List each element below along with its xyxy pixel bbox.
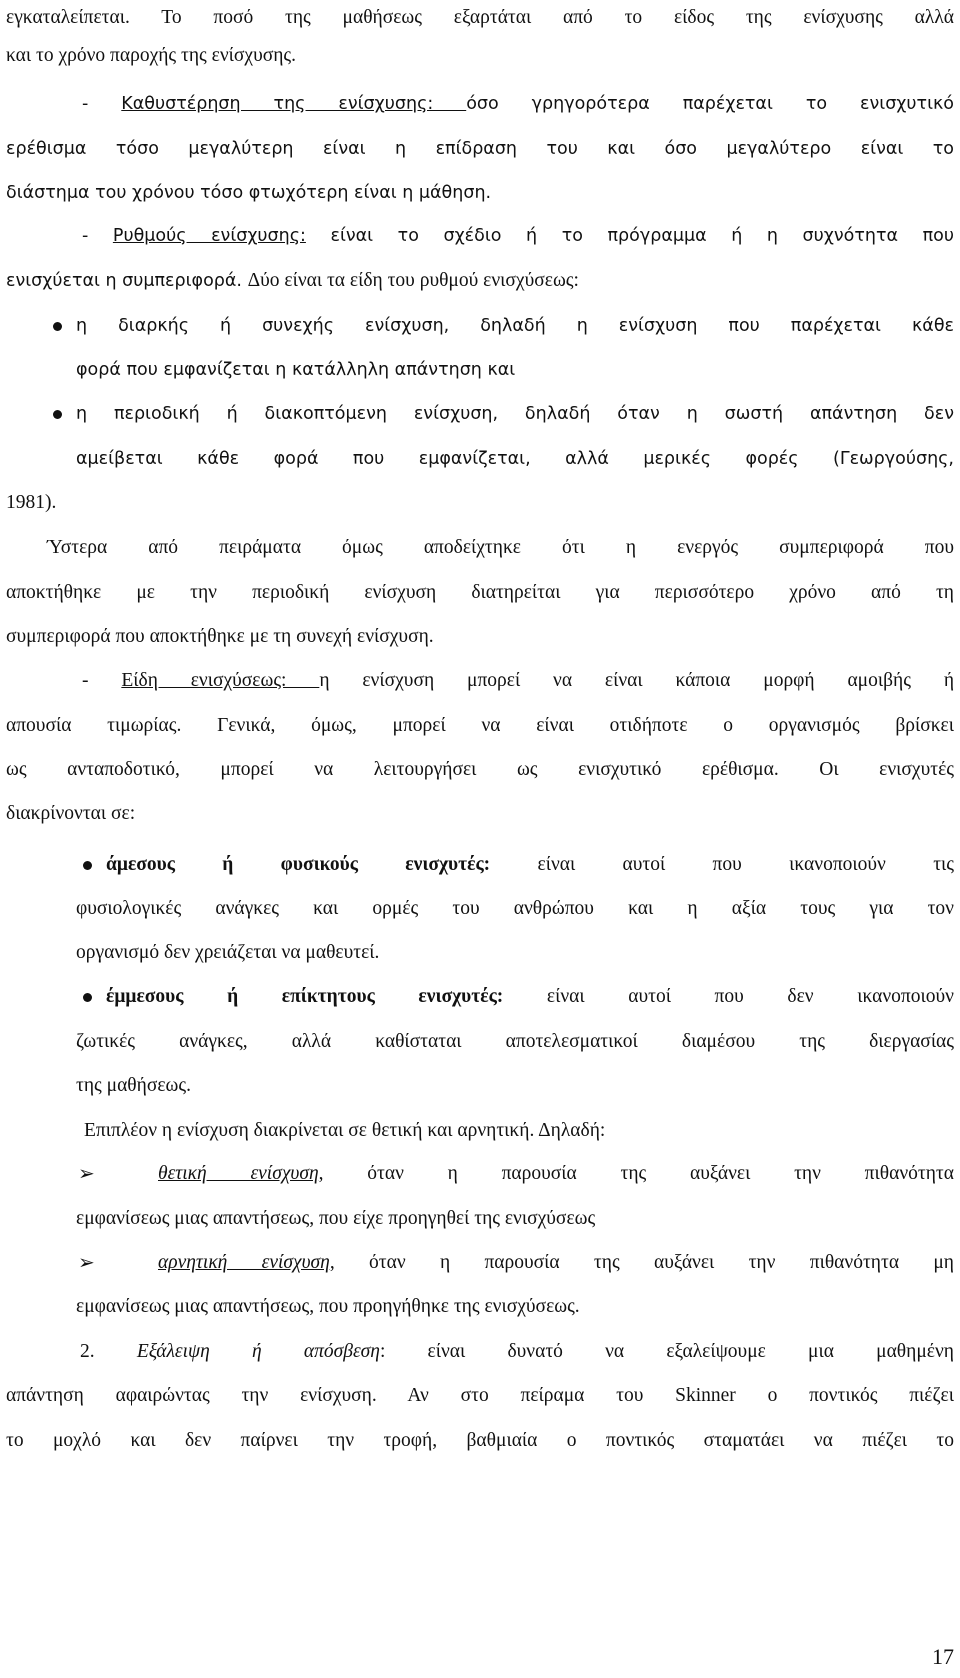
paragraph-line xyxy=(76,896,954,922)
term-label: Εξάλειψη ή απόσβεση xyxy=(136,1341,380,1362)
paragraph-line xyxy=(76,940,954,966)
arrow-bullet-icon: ➢ xyxy=(78,1250,95,1274)
text-run: 1981). xyxy=(6,492,57,513)
term-label: Καθυστέρηση της ενίσχυσης: xyxy=(121,94,467,114)
text-run: διακρίνονται σε: xyxy=(6,803,136,824)
bullet-item-continuous xyxy=(76,313,954,339)
text-run: εμφανίσεως μιας απαντήσεως, που είχε προηγηθεί της ενισχύσεως xyxy=(76,1208,596,1229)
list-item-rates xyxy=(82,223,954,249)
paragraph-line xyxy=(76,1029,954,1055)
bullet-item-negative xyxy=(158,1250,954,1276)
list-item-types xyxy=(82,668,954,694)
bullet-icon xyxy=(53,410,62,419)
term-label: Ρυθμούς ενίσχυσης: xyxy=(112,226,306,246)
numbered-item-extinction xyxy=(80,1339,954,1365)
paragraph-line xyxy=(6,713,954,739)
text-run: η διαρκής ή συνεχής ενίσχυση, δηλαδή η ενίσχυση που παρέχεται κάθε xyxy=(76,316,954,336)
arrow-bullet-icon: ➢ xyxy=(78,1161,95,1185)
text-run: Ύστερα από πειράματα όμως αποδείχτηκε ότι η ενεργός συμπεριφορά που xyxy=(47,537,954,558)
text-run: η περιοδική ή διακοπτόμενη ενίσχυση, δηλαδή όταν η σωστή απάντηση δεν xyxy=(76,404,954,424)
text-run: ενισχύεται η συμπεριφορά. xyxy=(6,271,248,291)
text-run: συμπεριφορά που αποκτήθηκε με τη συνεχή ενίσχυση. xyxy=(6,626,434,647)
text-run: της μαθήσεως. xyxy=(76,1075,191,1096)
text-run: αμείβεται κάθε φορά που εμφανίζεται, αλλά μερικές φορές (Γεωργούσης, xyxy=(76,449,954,469)
paragraph-line xyxy=(76,1206,954,1232)
bullet-icon xyxy=(83,993,92,1002)
paragraph-line xyxy=(6,801,954,827)
paragraph-line xyxy=(6,1428,954,1454)
bullet-item-secondary-reinforcers xyxy=(106,984,954,1010)
paragraph-line xyxy=(6,490,954,516)
paragraph-line xyxy=(6,136,954,162)
paragraph-line xyxy=(6,624,954,650)
paragraph-line xyxy=(6,180,954,206)
bullet-item-periodic xyxy=(76,401,954,427)
item-number: 2. xyxy=(80,1341,137,1362)
bullet-icon xyxy=(83,861,92,870)
paragraph-line xyxy=(47,535,954,561)
text-run: αποκτήθηκε με την περιοδική ενίσχυση διατηρείται για περισσότερο χρόνο από τη xyxy=(6,582,954,603)
text-run: όσο γρηγορότερα παρέχεται το ενισχυτικό xyxy=(466,94,955,114)
list-item-delay xyxy=(82,91,954,117)
paragraph-line xyxy=(6,5,954,31)
dash-marker: - xyxy=(82,670,122,691)
text-run: εμφανίσεως μιας απαντήσεως, που προηγήθηκε της ενισχύσεως. xyxy=(76,1296,580,1317)
page-number: 17 xyxy=(932,1644,954,1669)
text-run: οργανισμό δεν χρειάζεται να μαθευτεί. xyxy=(76,942,380,963)
text-run: είναι αυτοί που ικανοποιούν τις xyxy=(490,854,954,875)
paragraph-line xyxy=(76,446,954,472)
text-run: Επιπλέον η ενίσχυση διακρίνεται σε θετική και αρνητική. Δηλαδή: xyxy=(84,1120,606,1141)
term-label: αρνητική ενίσχυση xyxy=(158,1252,330,1273)
text-run: φορά που εμφανίζεται η κατάλληλη απάντηση και xyxy=(76,360,516,380)
text-run: απουσία τιμωρίας. Γενικά, όμως, μπορεί να είναι οτιδήποτε ο οργανισμός βρίσκει xyxy=(6,715,954,736)
paragraph-line xyxy=(76,1073,954,1099)
text-run: και το χρόνο παροχής της ενίσχυσης. xyxy=(6,45,297,66)
text-run: η ενίσχυση μπορεί να είναι κάποια μορφή αμοιβής ή xyxy=(319,670,955,691)
paragraph-line xyxy=(6,268,954,294)
text-run: ζωτικές ανάγκες, αλλά καθίσταται αποτελεσματικοί διαμέσου της διεργασίας xyxy=(76,1031,954,1052)
text-run: το μοχλό και δεν παίρνει την τροφή, βαθμιαία ο ποντικός σταματάει να πιέζει το xyxy=(6,1430,954,1451)
paragraph-line xyxy=(76,357,954,383)
term-label: έμμεσους ή επίκτητους ενισχυτές: xyxy=(106,986,504,1007)
bullet-item-positive xyxy=(158,1161,954,1187)
text-run: απάντηση αφαιρώντας την ενίσχυση. Αν στο πείραμα του Skinner ο ποντικός πιέζει xyxy=(6,1385,954,1406)
paragraph-line xyxy=(6,757,954,783)
paragraph-line xyxy=(84,1118,954,1144)
dash-marker: - xyxy=(82,94,122,114)
text-run: , όταν η παρουσία της αυξάνει την πιθανότητα μη xyxy=(329,1252,954,1273)
paragraph-line xyxy=(6,1383,954,1409)
text-run: : είναι δυνατό να εξαλείψουμε μια μαθημένη xyxy=(379,1341,954,1362)
term-label: θετική ενίσχυση xyxy=(158,1163,319,1184)
text-run: είναι αυτοί που δεν ικανοποιούν xyxy=(503,986,954,1007)
text-run: διάστημα του χρόνου τόσο φτωχότερη είναι η μάθηση. xyxy=(6,183,492,203)
text-run: είναι το σχέδιο ή το πρόγραμμα ή η συχνότητα που xyxy=(305,226,954,246)
text-run: φυσιολογικές ανάγκες και ορμές του ανθρώπου και η αξία τους για τον xyxy=(76,898,954,919)
bullet-icon xyxy=(53,322,62,331)
term-label: άμεσους ή φυσικούς ενισχυτές: xyxy=(106,854,491,875)
term-label: Είδη ενισχύσεως: xyxy=(121,670,320,691)
paragraph-line xyxy=(6,580,954,606)
text-run: , όταν η παρουσία της αυξάνει την πιθανότητα xyxy=(318,1163,954,1184)
paragraph-line xyxy=(76,1294,954,1320)
text-run: ερέθισμα τόσο μεγαλύτερη είναι η επίδραση του και όσο μεγαλύτερο είναι το xyxy=(6,139,954,159)
paragraph-line xyxy=(6,43,954,69)
dash-marker: - xyxy=(82,226,113,246)
text-run: ως ανταποδοτικό, μπορεί να λειτουργήσει ως ενισχυτικό ερέθισμα. Οι ενισχυτές xyxy=(6,759,954,780)
text-run: Δύο είναι τα είδη του ρυθμού ενισχύσεως: xyxy=(247,270,579,291)
text-run: εγκαταλείπεται. Το ποσό της μαθήσεως εξαρτάται από το είδος της ενίσχυσης αλλά xyxy=(6,7,954,28)
bullet-item-primary-reinforcers xyxy=(106,852,954,878)
